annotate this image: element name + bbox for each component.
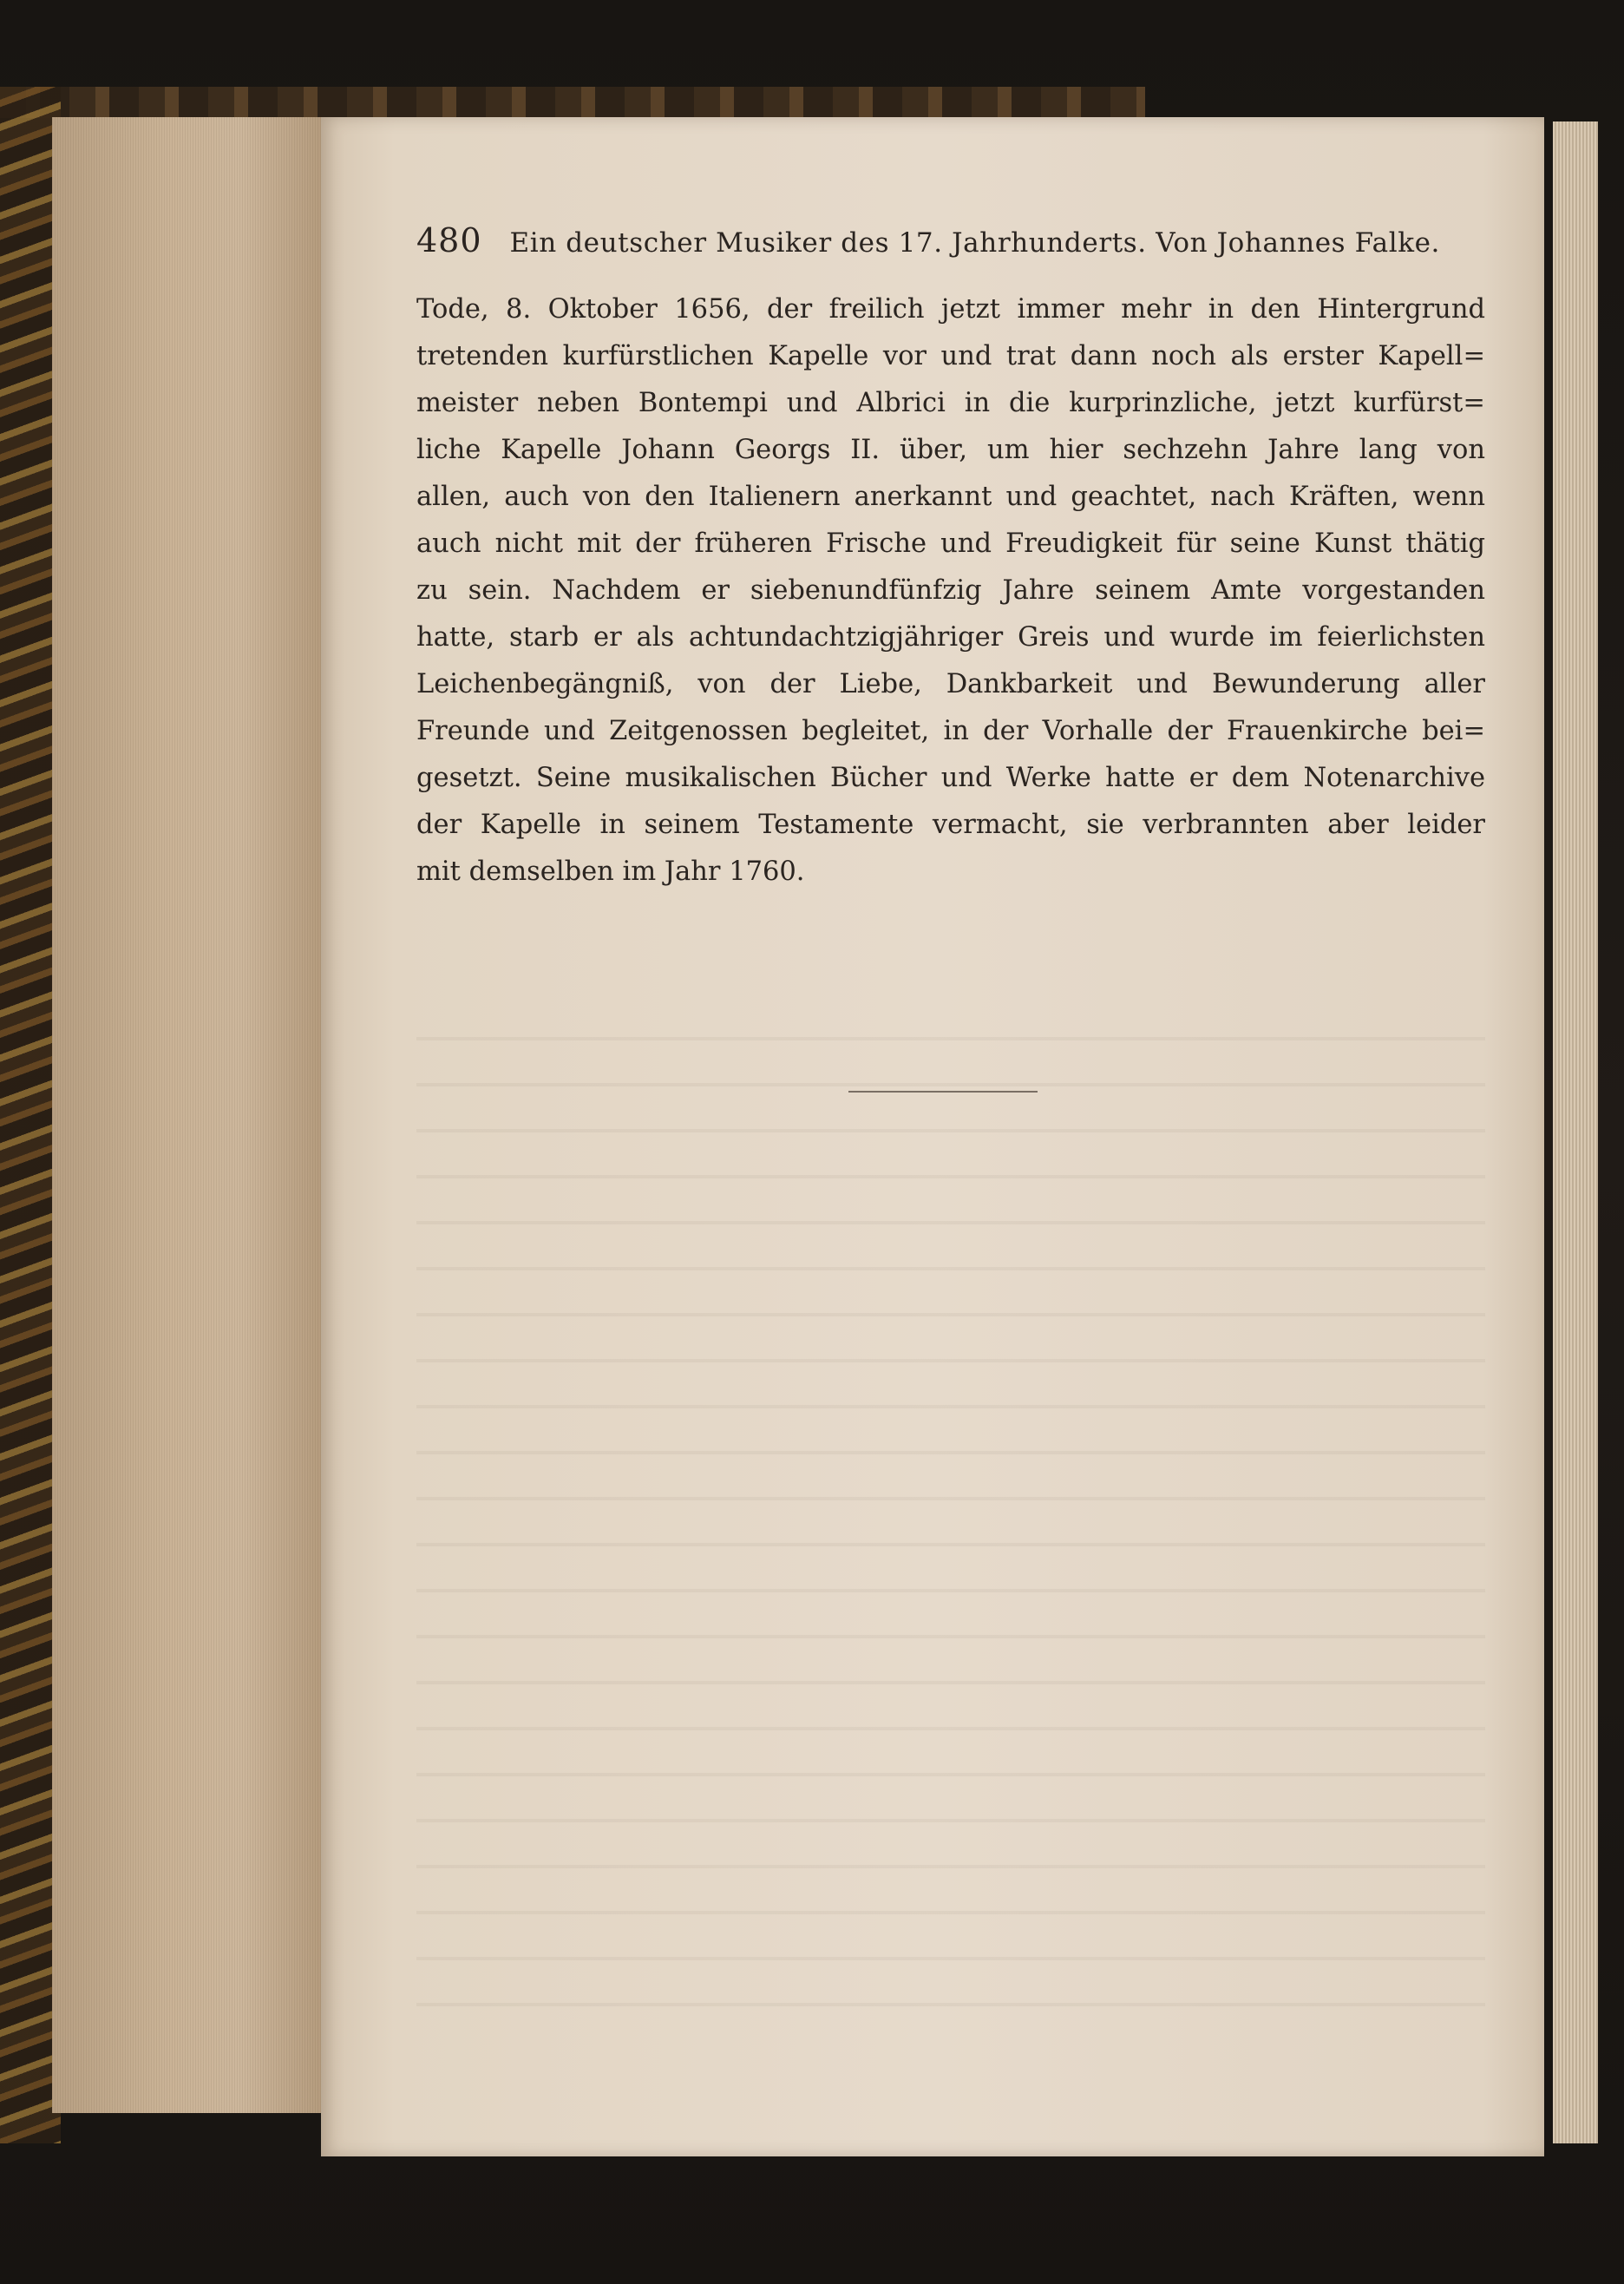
text-line: hatte, starb er als achtundachtzigjähriger Greis und wurde im feierlichsten: [416, 622, 1485, 653]
text-line: auch nicht mit der früheren Frische und Freudigkeit für seine Kunst thätig: [416, 528, 1485, 559]
page-header: [416, 221, 1440, 259]
book-page: [321, 117, 1544, 2156]
text-line: Freunde und Zeitgenossen begleitet, in der Vorhalle der Frauenkirche bei=: [416, 716, 1485, 746]
text-line: tretenden kurfürstlichen Kapelle vor und trat dann noch als erster Kapell=: [416, 341, 1485, 371]
right-page-edges: [1553, 121, 1598, 2143]
text-line: mit demselben im Jahr 1760.: [416, 856, 805, 887]
text-line: zu sein. Nachdem er siebenundfünfzig Jahre seinem Amte vorgestanden: [416, 575, 1485, 606]
left-page-edges: [52, 117, 321, 2113]
text-line: Tode, 8. Oktober 1656, der freilich jetzt immer mehr in den Hintergrund: [416, 294, 1485, 325]
text-line: meister neben Bontempi und Albrici in die kurprinzliche, jetzt kurfürst=: [416, 388, 1485, 418]
paper-show-through: [416, 1037, 1485, 2035]
book-cover-top-edge: [0, 87, 1145, 118]
text-line: Leichenbegängniß, von der Liebe, Dankbarkeit und Bewunderung aller: [416, 669, 1485, 699]
page-number: 480: [416, 221, 482, 259]
text-line: gesetzt. Seine musikalischen Bücher und Werke hatte er dem Notenarchive: [416, 763, 1485, 793]
text-line: allen, auch von den Italienern anerkannt und geachtet, nach Kräften, wenn: [416, 482, 1485, 512]
running-head: Ein deutscher Musiker des 17. Jahrhunderts. Von Johannes Falke.: [509, 227, 1440, 259]
text-line: der Kapelle in seinem Testamente vermacht, sie verbrannten aber leider: [416, 810, 1485, 840]
text-line: liche Kapelle Johann Georgs II. über, um hier sechzehn Jahre lang von: [416, 435, 1485, 465]
body-text: [416, 286, 1485, 896]
